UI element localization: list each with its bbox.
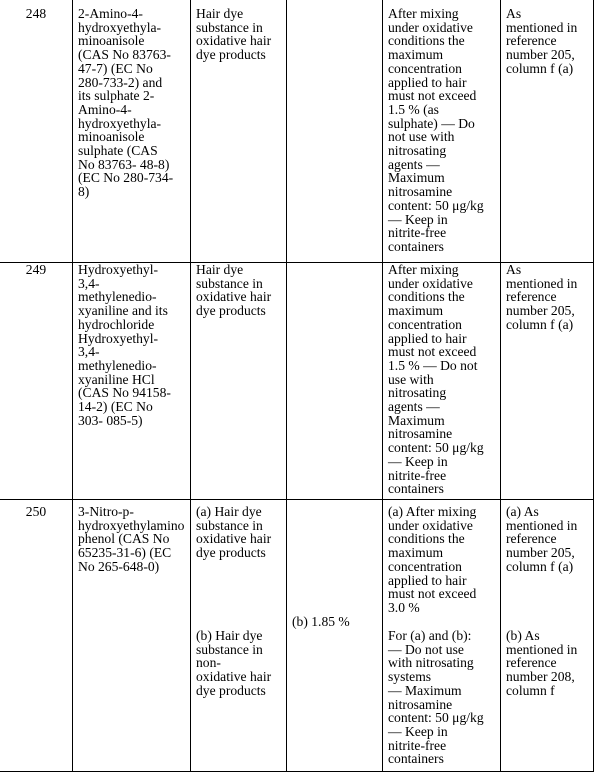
reference-number: 248 <box>25 6 47 21</box>
field-of-use-b: (b) Hair dye substance in non- oxidative hair dye products <box>196 628 272 698</box>
conditions-a: (a) After mixing under oxidative conditions the maximum concentration applied to hair must not exceed 3.0 % <box>388 504 477 615</box>
substance-name: 2-Amino-4- hydroxyethyla- minoanisole (CAS No 83763- 47-7) (EC No 280-733-2) and its sulphate 2- Amino-4- hydroxyethyla- minoanisole sulphate (CAS No 83763- 48-8) (EC No 280-734- 8) <box>78 6 174 200</box>
warnings-b: (b) As mentioned in reference number 208, column f <box>506 628 578 698</box>
column-divider-2 <box>190 0 191 772</box>
field-of-use-a: (a) Hair dye substance in oxidative hair dye products <box>196 504 272 561</box>
warnings-a: (a) As mentioned in reference number 205, column f (a) <box>506 504 578 574</box>
reference-number: 249 <box>25 262 47 277</box>
reference-number: 250 <box>25 504 47 519</box>
warnings: As mentioned in reference number 205, column f (a) <box>506 262 578 332</box>
conditions: After mixing under oxidative conditions the maximum concentration applied to hair must not exceed 1.5 % (as sulphate) — Do not use with nitrosating agents — Maximum nitrosamine content: 50 μg/kg — Keep in nitrite-free containers <box>388 6 484 254</box>
substance-name: 3-Nitro-p- hydroxyethylamino phenol (CAS No 65235-31-6) (EC No 265-648-0) <box>78 504 185 574</box>
substance-name: Hydroxyethyl- 3,4- methylenedio- xyaniline and its hydrochloride Hydroxyethyl- 3,4- methylenedio- xyaniline HCl (CAS No 94158- 14-2) (EC No 303- 085-5) <box>78 262 171 428</box>
max-concentration-b: (b) 1.85 % <box>292 614 350 629</box>
column-divider-5 <box>500 0 501 772</box>
row-divider-bottom <box>0 771 594 772</box>
conditions-a-and-b: For (a) and (b): — Do not use with nitrosating systems — Maximum nitrosamine content: 50 μg/kg — Keep in nitrite-free containers <box>388 628 484 767</box>
field-of-use: Hair dye substance in oxidative hair dye products <box>196 262 272 319</box>
warnings: As mentioned in reference number 205, column f (a) <box>506 6 578 76</box>
column-divider-4 <box>382 0 383 772</box>
column-divider-1 <box>72 0 73 772</box>
conditions: After mixing under oxidative conditions the maximum concentration applied to hair must not exceed 1.5 % — Do not use with nitrosating agents — Maximum nitrosamine content: 50 μg/kg — Keep in nitrite-free containers <box>388 262 484 497</box>
field-of-use: Hair dye substance in oxidative hair dye products <box>196 6 272 63</box>
row-divider-middle <box>0 499 594 500</box>
column-divider-6 <box>593 0 594 772</box>
column-divider-3 <box>286 0 287 772</box>
